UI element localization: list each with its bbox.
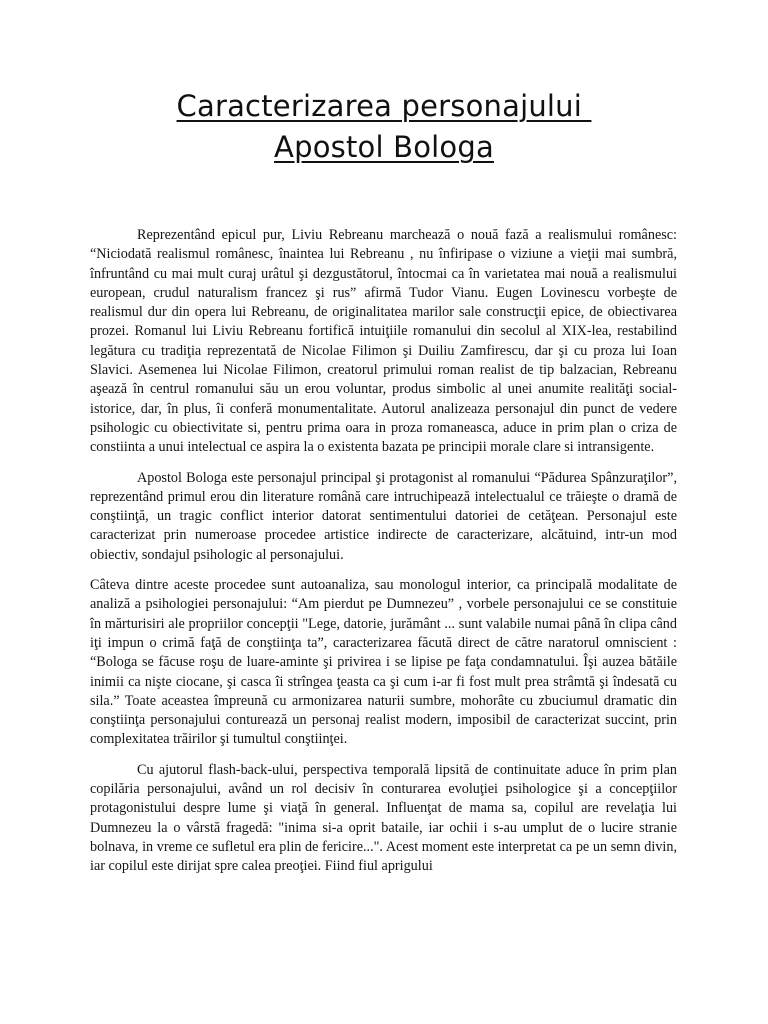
paragraph-3: Câteva dintre aceste procedee sunt autoanaliza, sau monologul interior, ca principală modalitate de analiză a psihologiei personajului: “Am pierdut pe Dumnezeu” , vorbele personajului ce se constituie în mărturisiri ale propriilor concepţii "Lege, datorie, jurământ ... sunt valabile numai până în clipa când iţi impun o crimă faţă de conştiinţa ta”, caracterizarea făcută direct de către naratorul omniscient : “Bologa se făcuse roşu de luare-aminte şi privirea i se lipise pe faţa condamnatului. Îşi auzea bătăile inimii ca nişte ciocane, şi casca îi strîngea ţeasta ca şi cum i-ar fi fost mult prea strâmtă şi îndesată cu sila.” Toate aceastea împreună cu armonizarea naturii sumbre, mohorâte cu zbuciumul dramatic din conştiinţa personajului conturează un personaj realist modern, imposibil de caracterizat succint, prin complexitatea trăirilor şi tumultul conştiinţei. xyxy=(90,577,677,748)
title-text-line-2: Apostol Bologa xyxy=(274,130,494,164)
document-title-line-2 xyxy=(0,129,768,165)
paragraph-4: Cu ajutorul flash-back-ului, perspectiva temporală lipsită de continuitate aduce în prim plan copilăria personajului, având un rol decisiv în conturarea evoluţiei psihologice şi a concepţiilor protagonistului despre lume şi viaţă în general. Influenţat de mama sa, copilul are revelaţia lui Dumnezeu la o vârstă fragedă: "inima si-a oprit bataile, iar ochii i s-au umplut de o lucire stranie bolnava, in vreme ce sufletul era plin de fericire...". Acest moment este interpretat ca pe un semn divin, iar copilul este dirijat spre calea preoţiei. Fiind fiul aprigului xyxy=(90,761,677,875)
paragraph-1: Reprezentând epicul pur, Liviu Rebreanu marchează o nouă fază a realismului românesc: “Niciodată realismul românesc, înaintea lui Rebreanu , nu înfiripase o viziune a vieţii mai sumbră, înfruntând cu mai mult curaj urâtul şi dezgustătorul, întocmai ca în varietatea mai nouă a realismului european, crudul naturalism francez şi rus” afirmă Tudor Vianu. Eugen Lovinescu vorbeşte de realismul dur din opera lui Rebreanu, de originalitatea marilor sale construcţii epice, de obiectivarea prozei. Romanul lui Liviu Rebreanu fortifică intuiţiile romanului din secolul al XIX-lea, restabilind legătura cu tradiţia reprezentată de Nicolae Filimon şi Duiliu Zamfirescu, dar şi cu proza lui Ioan Slavici. Asemenea lui Nicolae Filimon, creatorul primului roman realist de tip balzacian, Rebreanu aşează în centrul romanului său un erou voluntar, produs simbolic al unei anumite realităţi social-istorice, dar, în plus, îi conferă monumentalitate. Autorul analizeaza personajul din punct de vedere psihologic cu obiectivitate si, pentru prima oara in proza romaneasca, aduce in prim plan o criza de constiinta a unui intelectual ce aspira la o existenta bazata pe principii morale clare si intransigente. xyxy=(90,227,677,456)
paragraph-2: Apostol Bologa este personajul principal şi protagonist al romanului “Pădurea Spânzuraţilor”, reprezentând primul erou din literature română care intruchipează intelectualul ce trăieşte o dramă de conştiinţă, un tragic conflict interior datorat sentimentului datoriei de cetăţean. Personajul este caracterizat prin numeroase procedee artistice indirecte de caracterizare, alcătuind, intr-un mod obiectiv, sondajul psihologic al personajului. xyxy=(90,469,677,563)
title-text-line-1: Caracterizarea personajului xyxy=(176,89,592,123)
document-title-line-1 xyxy=(0,88,768,124)
document-body xyxy=(90,226,677,888)
